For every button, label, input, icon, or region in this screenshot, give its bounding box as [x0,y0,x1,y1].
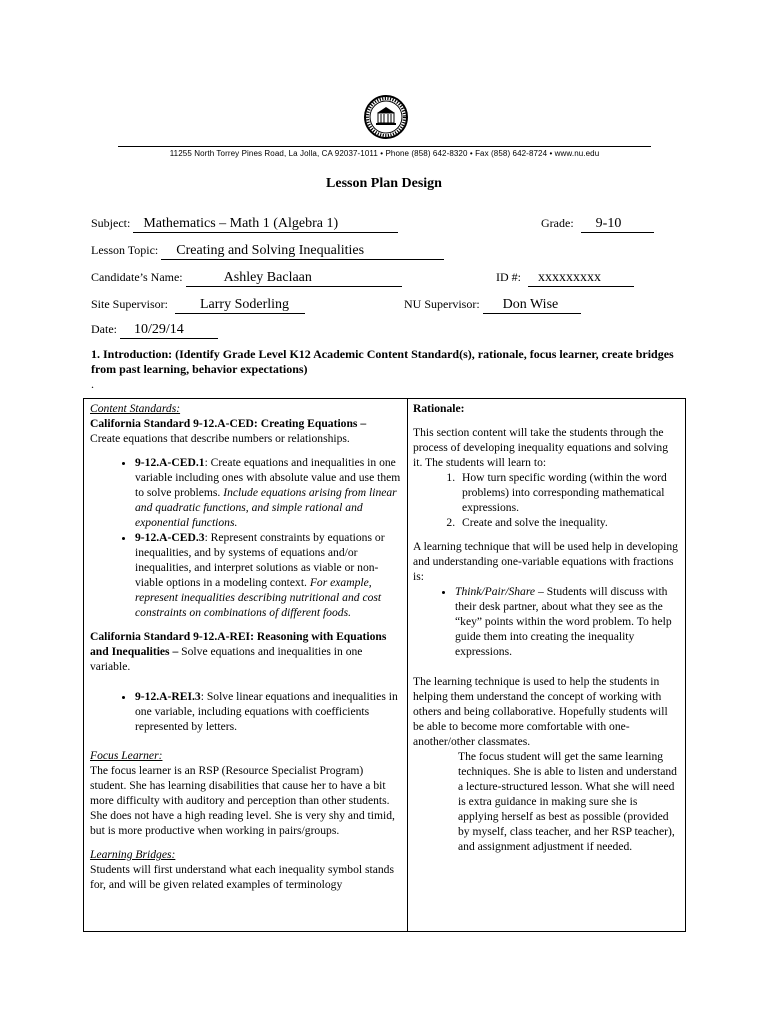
id-field [496,270,634,287]
list-item: 1. How turn specific wording (within the word problems) into corresponding mathematical expressions. [458,470,679,515]
nu-supervisor-label: NU Supervisor: [404,297,480,311]
topic-field [91,243,444,260]
introduction-heading [91,347,691,392]
introduction-dot: . [91,377,94,391]
standard-italic: For example, represent inequalities describing nutritional and cost constraints on combinations of different foods. [135,576,382,619]
rationale-text: This section content will take the students through the process of developing inequality equations and solving it. The students will learn to: [413,426,669,469]
focus-student-text: The focus student will get the same learning techniques. She is able to listen and understand a lecture-structured lesson. What she will need is extra guidance in making sure she is applying herself as best as possible (provided by myself, class teacher, and her RSP teacher), and assignment adjustment if needed. [458,750,677,853]
nu-supervisor-value: Don Wise [483,298,581,314]
technique-list [413,584,679,659]
page-title: Lesson Plan Design [326,176,442,191]
header-rule [118,146,651,147]
subject-label: Subject: [91,216,131,230]
header-address: 11255 North Torrey Pines Road, La Jolla, CA 92037-1011 • Phone (858) 642-8320 • Fax (858) 642-8724 • www.nu.edu [169,149,600,158]
content-standards-label: Content Standards: [90,402,181,415]
standard-2-title: California Standard 9-12.A-REI: Reasoning with Equations and Inequalities – [90,630,387,658]
standard-2-desc: Solve equations and inequalities in one variable. [90,645,363,673]
focus-learner-label: Focus Learner: [90,749,163,762]
left-column [90,401,402,892]
candidate-field [91,270,402,287]
list-item [455,584,679,659]
standard-text: : Create equations and inequalities in one variable including ones with absolute value and use them to solve problems. [135,456,401,499]
focus-learner-text: The focus learner is an RSP (Resource Specialist Program) student. She has learning disabilities that cause her to have a bit more difficulty with auditory and perception than other students. She does not have a high reading level. She is very shy and timid, but is more productive when working in pairs/groups. [90,764,395,837]
subject-value: Mathematics – Math 1 (Algebra 1) [133,217,398,233]
standard-code: 9-12.A-CED.1 [135,456,205,469]
standard-code: 9-12.A-REI.3 [135,690,201,703]
topic-label: Lesson Topic: [91,243,159,257]
list-item [135,689,402,734]
site-supervisor-label: Site Supervisor: [91,297,168,311]
standard-1-title: California Standard 9-12.A-CED: Creating Equations – [90,417,367,430]
introduction-heading-text: 1. Introduction: (Identify Grade Level K12 Academic Content Standard(s), rationale, focus learner, create bridges from past learning, behavior expectations) [91,347,674,376]
learning-bridges-label: Learning Bridges: [90,848,176,861]
technique-text: A learning technique that will be used help in developing and understanding one-variable equations with fractions is: [413,540,678,583]
column-divider [407,399,408,931]
university-seal-icon [364,95,408,139]
id-value: xxxxxxxxx [528,271,634,287]
standard-italic: Include equations arising from linear and quadratic functions, and simple rational and exponential functions. [135,486,397,529]
list-item [135,455,402,530]
list-item: 2. Create and solve the inequality. [458,515,679,530]
topic-value: Creating and Solving Inequalities [161,244,444,260]
rationale-list [413,470,679,530]
standard-text: : Solve linear equations and inequalities in one variable, including equations with coefficients represented by letters. [135,690,398,733]
grade-value: 9-10 [581,217,654,233]
standard-1-list [90,455,402,620]
list-item [135,530,402,620]
date-value: 10/29/14 [120,323,218,339]
site-supervisor-value: Larry Soderling [175,298,305,314]
collaboration-text: The learning technique is used to help the students in helping them understand the concept of working with others and being collaborative. Hopefully students will be able to become more comfortable with one-another/other classmates. [413,675,668,748]
standard-code: 9-12.A-CED.3 [135,531,205,544]
candidate-label: Candidate’s Name: [91,270,183,284]
standard-2-list [90,689,402,734]
standard-1-desc: Create equations that describe numbers or relationships. [90,432,350,445]
think-pair-share-label: Think/Pair/Share [455,585,536,598]
right-column [413,401,679,854]
learning-bridges-text: Students will first understand what each inequality symbol stands for, and will be given related examples of terminology [90,863,394,891]
rationale-label: Rationale: [413,402,465,415]
grade-field [541,216,654,233]
think-pair-share-text: – Students will discuss with their desk partner, about what they see as the “key” points within the word problem. To help guide them into creating the inequality expressions. [455,585,672,658]
grade-label: Grade: [541,216,574,230]
site-supervisor-field [91,297,305,314]
candidate-value: Ashley Baclaan [186,271,402,287]
date-label: Date: [91,322,117,336]
introduction-table [83,398,686,932]
id-label: ID #: [496,270,521,284]
date-field [91,322,218,339]
subject-field [91,216,398,233]
nu-supervisor-field [404,297,581,314]
standard-text: : Represent constraints by equations or inequalities, and by systems of equations and/or inequalities, and interpret solutions as viable or non-viable options in a modeling context. [135,531,385,589]
